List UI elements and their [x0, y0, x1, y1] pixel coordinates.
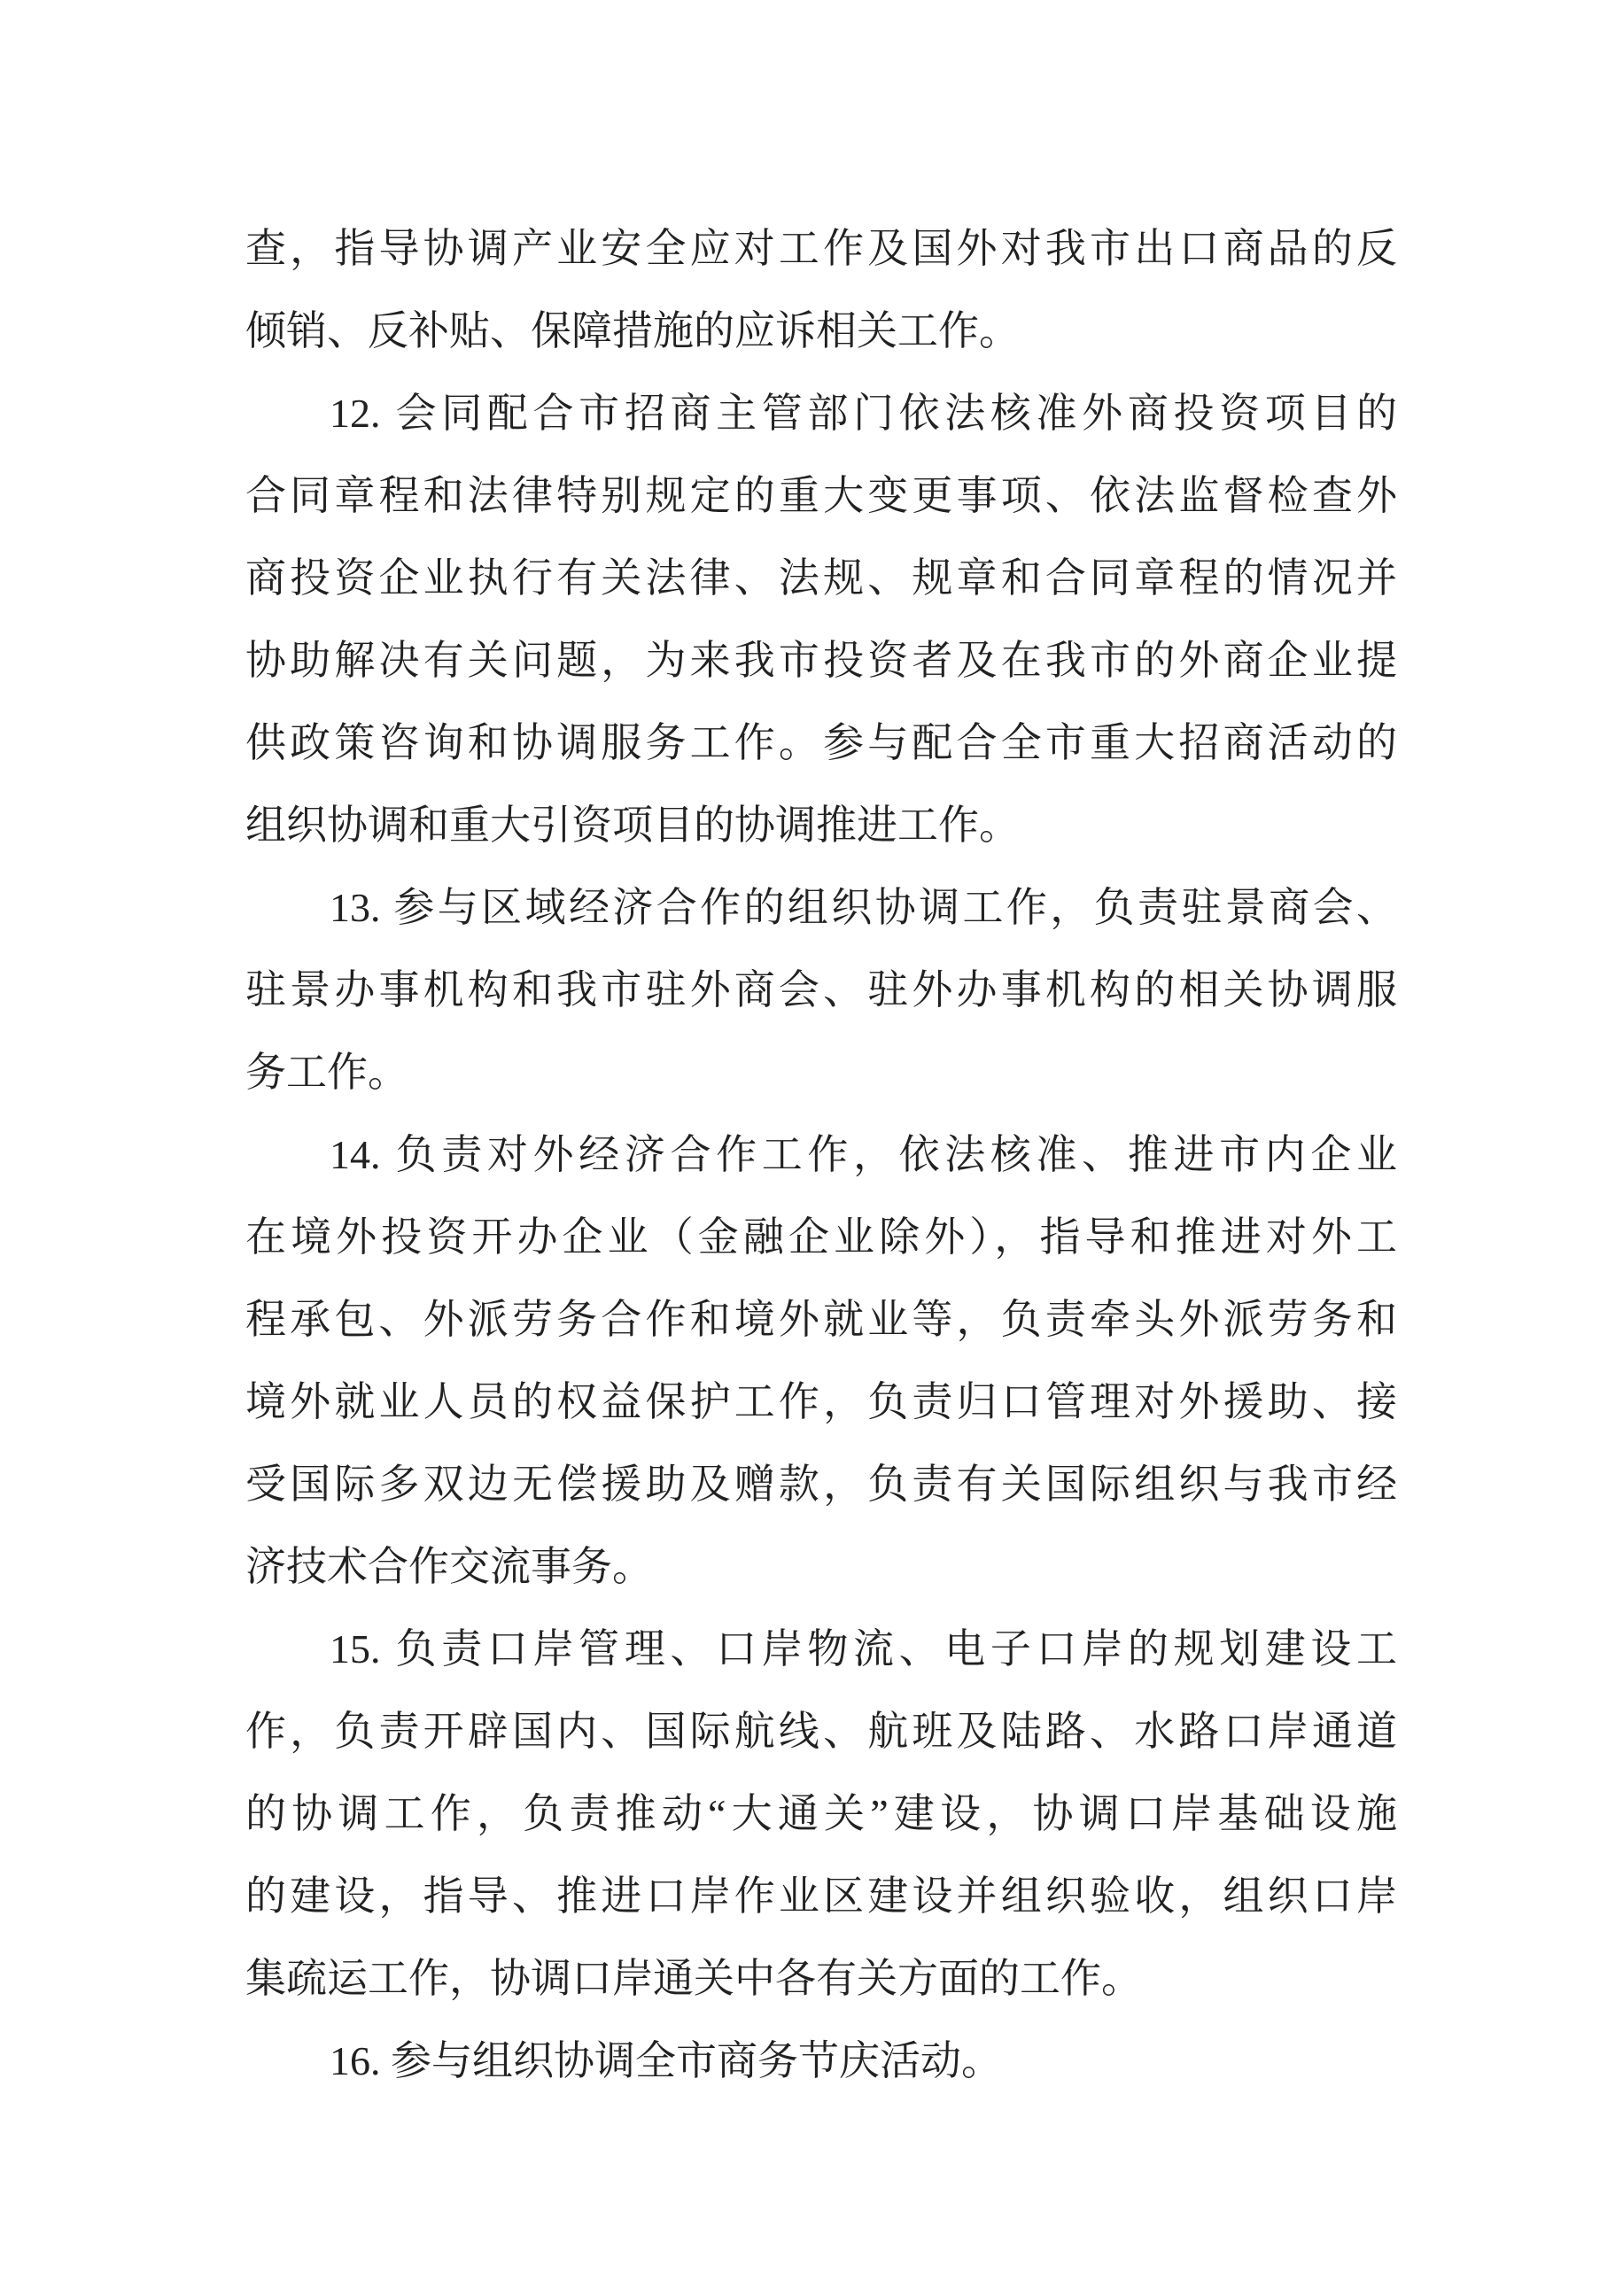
text-line: 在境外投资开办企业（金融企业除外），指导和推进对外工 — [245, 1214, 1397, 1260]
text-line: 12. 会同配合市招商主管部门依法核准外商投资项目的 — [330, 391, 1397, 436]
text-line: 14. 负责对外经济合作工作，依法核准、推进市内企业 — [330, 1132, 1397, 1177]
text-line: 作，负责开辟国内、国际航线、航班及陆路、水路口岸通道 — [245, 1709, 1397, 1754]
text-line: 务工作。 — [245, 1050, 408, 1095]
text-line: 13. 参与区域经济合作的组织协调工作，负责驻景商会、 — [330, 885, 1397, 930]
text-line: 供政策咨询和协调服务工作。参与配合全市重大招商活动的 — [245, 720, 1397, 765]
text-line: 商投资企业执行有关法律、法规、规章和合同章程的情况并 — [245, 555, 1397, 601]
text-line: 驻景办事机构和我市驻外商会、驻外办事机构的相关协调服 — [245, 967, 1397, 1012]
text-line: 受国际多双边无偿援助及赠款，负责有关国际组织与我市经 — [245, 1462, 1397, 1507]
text-line: 15. 负责口岸管理、口岸物流、电子口岸的规划建设工 — [330, 1626, 1397, 1672]
text-line: 协助解决有关问题，为来我市投资者及在我市的外商企业提 — [245, 638, 1397, 683]
document-body — [245, 207, 1397, 2102]
text-line: 组织协调和重大引资项目的协调推进工作。 — [245, 803, 1020, 848]
text-line: 程承包、外派劳务合作和境外就业等，负责牵头外派劳务和 — [245, 1297, 1397, 1342]
text-line: 的协调工作，负责推动“大通关”建设，协调口岸基础设施 — [245, 1791, 1397, 1836]
text-line: 倾销、反补贴、保障措施的应诉相关工作。 — [245, 308, 1020, 353]
text-line: 境外就业人员的权益保护工作，负责归口管理对外援助、接 — [245, 1379, 1397, 1424]
text-line: 查，指导协调产业安全应对工作及国外对我市出口商品的反 — [245, 226, 1397, 271]
text-line: 集疏运工作，协调口岸通关中各有关方面的工作。 — [245, 1956, 1142, 2001]
text-line: 16. 参与组织协调全市商务节庆活动。 — [330, 2038, 1002, 2083]
text-line: 济技术合作交流事务。 — [245, 1544, 653, 1589]
text-line: 的建设，指导、推进口岸作业区建设并组织验收，组织口岸 — [245, 1873, 1397, 1919]
text-line: 合同章程和法律特别规定的重大变更事项、依法监督检查外 — [245, 473, 1397, 518]
